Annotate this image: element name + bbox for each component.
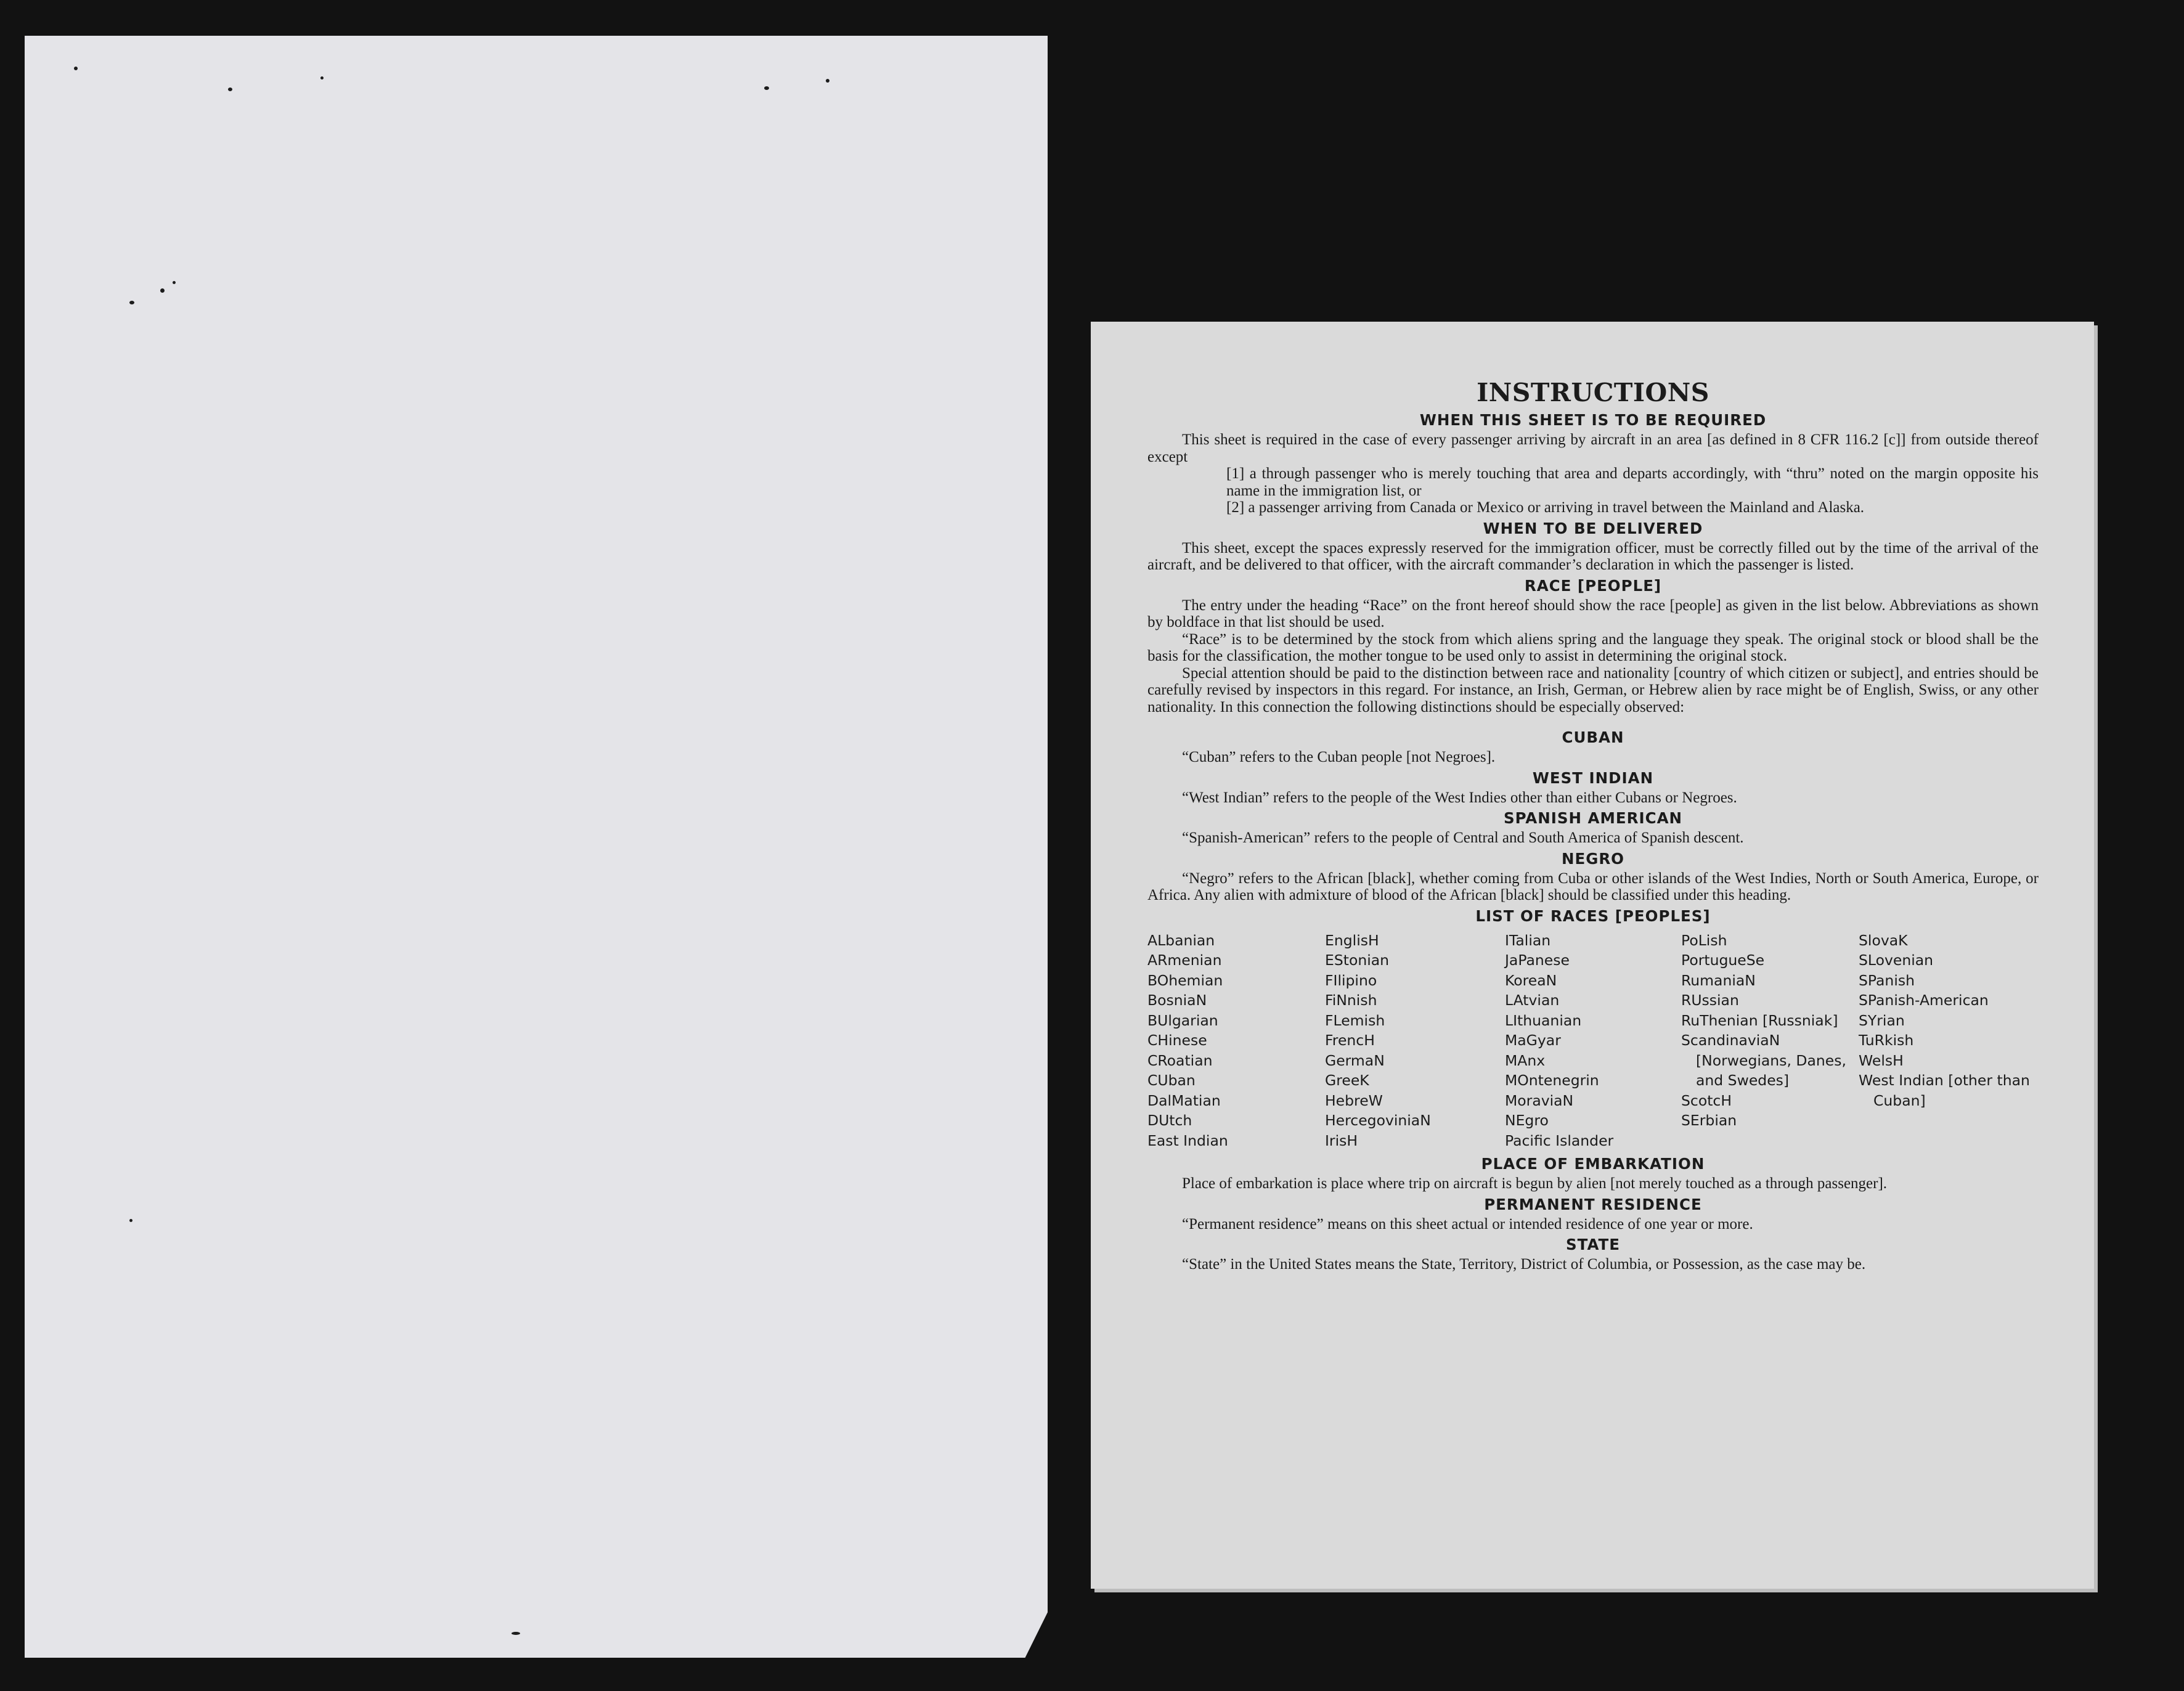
ink-speck xyxy=(764,86,769,90)
race-entry: ARmenian xyxy=(1147,951,1222,969)
race-entry: SYrian xyxy=(1859,1011,1905,1029)
race-column xyxy=(1147,931,1325,1151)
paragraph: “Race” is to be determined by the stock from which aliens spring and the language they speak. The original stock or blood shall be the basis for the classification, the mother tongue to be used only to assist in determining the original stock. xyxy=(1147,630,2039,664)
race-list xyxy=(1147,931,2039,1151)
paragraph: Special attention should be paid to the distinction between race and nationality [country of which citizen or subject], and entries should be carefully revised by inspectors in this regard. For instance, an Irish, German, or Hebrew alien by race might be of English, Swiss, or any other nationality. In this connection the following distinctions should be especially observed: xyxy=(1147,664,2039,715)
ink-speck xyxy=(129,1219,132,1222)
race-entry: MaGyar xyxy=(1505,1032,1561,1049)
race-entry: DUtch xyxy=(1147,1112,1192,1129)
section-heading-west-indian: WEST INDIAN xyxy=(1532,768,1654,787)
exception-item: [2] a passenger arriving from Canada or Mexico or arriving in travel between the Mainland and Alaska. xyxy=(1226,499,1865,516)
section-heading-delivered: WHEN TO BE DELIVERED xyxy=(1483,519,1703,537)
paragraph: “Permanent residence” means on this sheet actual or intended residence of one year or more. xyxy=(1182,1215,1753,1233)
ink-speck xyxy=(511,1632,520,1635)
paragraph: “Spanish-American” refers to the people of Central and South America of Spanish descent. xyxy=(1182,829,1744,846)
instruction-sheet xyxy=(1091,322,2094,1589)
exception-list xyxy=(1147,465,2039,516)
race-entry: West Indian [other than Cuban] xyxy=(1859,1072,2030,1109)
section-heading-spanish-american: SPANISH AMERICAN xyxy=(1503,809,1683,827)
section-heading-required: WHEN THIS SHEET IS TO BE REQUIRED xyxy=(1419,411,1767,429)
race-entry: RUssian xyxy=(1681,992,1739,1009)
race-entry: LIthuanian xyxy=(1505,1011,1582,1029)
instructions-content xyxy=(1147,377,2039,1273)
race-entry: ITalian xyxy=(1505,931,1551,949)
race-entry: NEgro xyxy=(1505,1112,1549,1129)
race-entry: EStonian xyxy=(1325,951,1390,969)
blank-page xyxy=(25,36,1048,1658)
paragraph: The entry under the heading “Race” on the front hereof should show the race [people] as given in the list below. Abbreviations as shown by boldface in that list should be used. xyxy=(1147,597,2039,630)
race-entry: MoraviaN xyxy=(1505,1091,1574,1109)
race-entry: FrencH xyxy=(1325,1032,1375,1049)
ink-speck xyxy=(129,301,134,304)
race-entry: ScandinaviaN [Norwegians, Danes, and Swedes] xyxy=(1681,1032,1846,1089)
race-entry: SErbian xyxy=(1681,1112,1737,1129)
race-entry: SLovenian xyxy=(1859,951,1934,969)
race-entry: East Indian xyxy=(1147,1131,1228,1149)
race-entry: ScotcH xyxy=(1681,1091,1732,1109)
race-entry: IrisH xyxy=(1325,1131,1358,1149)
paragraph: “Negro” refers to the African [black], whether coming from Cuba or other islands of the West Indies, North or South America, Europe, or Africa. Any alien with admixture of blood of the African [black] should be classified under this heading. xyxy=(1147,870,2039,903)
race-entry: SPanish-American xyxy=(1859,992,1989,1009)
paragraph: “West Indian” refers to the people of the West Indies other than either Cubans or Negroes. xyxy=(1182,789,1737,806)
race-column xyxy=(1681,931,1859,1151)
race-entry: BOhemian xyxy=(1147,971,1223,989)
race-entry: BosniaN xyxy=(1147,992,1207,1009)
ink-speck xyxy=(74,67,78,70)
race-entry: HercegoviniaN xyxy=(1325,1112,1431,1129)
race-entry: FiNnish xyxy=(1325,992,1377,1009)
race-entry: FLemish xyxy=(1325,1011,1385,1029)
race-entry: JaPanese xyxy=(1505,951,1570,969)
race-entry: DalMatian xyxy=(1147,1091,1221,1109)
race-entry: HebreW xyxy=(1325,1091,1383,1109)
race-entry: RuThenian [Russniak] xyxy=(1681,1011,1838,1029)
race-entry: GreeK xyxy=(1325,1072,1369,1089)
race-entry: CUban xyxy=(1147,1072,1196,1089)
paragraph: Place of embarkation is place where trip on aircraft is begun by alien [not merely touched as a through passenger]. xyxy=(1182,1175,1888,1192)
race-entry: Pacific Islander xyxy=(1505,1131,1614,1149)
paragraph: This sheet is required in the case of every passenger arriving by aircraft in an area [as defined in 8 CFR 116.2 [c]] from outside thereof except xyxy=(1147,431,2039,465)
race-entry: FIlipino xyxy=(1325,971,1377,989)
ink-speck xyxy=(228,88,232,91)
race-entry: PoLish xyxy=(1681,931,1727,949)
race-entry: GermaN xyxy=(1325,1051,1385,1069)
race-entry: WelsH xyxy=(1859,1051,1904,1069)
ink-speck xyxy=(320,76,324,79)
section-heading-cuban: CUBAN xyxy=(1562,728,1624,746)
race-entry: TuRkish xyxy=(1859,1032,1914,1049)
race-entry: ALbanian xyxy=(1147,931,1215,949)
section-heading-race: RACE [PEOPLE] xyxy=(1524,576,1662,595)
race-column xyxy=(1325,931,1505,1151)
race-entry: LAtvian xyxy=(1505,992,1560,1009)
race-entry: CRoatian xyxy=(1147,1051,1213,1069)
race-column xyxy=(1859,931,2039,1151)
section-heading-list-of-races: LIST OF RACES [PEOPLES] xyxy=(1475,907,1711,925)
ink-speck xyxy=(160,288,165,293)
document-title: INSTRUCTIONS xyxy=(1477,378,1709,407)
race-column xyxy=(1505,931,1681,1151)
exception-item: [1] a through passenger who is merely touching that area and departs accordingly, with “thru” noted on the margin opposite his name in the immigration list, or xyxy=(1226,465,2039,499)
race-entry: CHinese xyxy=(1147,1032,1207,1049)
race-entry: KoreaN xyxy=(1505,971,1557,989)
race-entry: SlovaK xyxy=(1859,931,1908,949)
section-heading-permanent-residence: PERMANENT RESIDENCE xyxy=(1484,1195,1702,1213)
paragraph: This sheet, except the spaces expressly reserved for the immigration officer, must be correctly filled out by the time of the arrival of the aircraft, and be delivered to that officer, with the aircraft commander’s declaration in which the passenger is listed. xyxy=(1147,539,2039,573)
section-heading-negro: NEGRO xyxy=(1561,849,1625,868)
race-entry: EnglisH xyxy=(1325,931,1379,949)
race-entry: RumaniaN xyxy=(1681,971,1756,989)
paragraph: “State” in the United States means the State, Territory, District of Columbia, or Possession, as the case may be. xyxy=(1182,1256,1866,1273)
race-entry: MAnx xyxy=(1505,1051,1546,1069)
section-heading-embarkation: PLACE OF EMBARKATION xyxy=(1481,1155,1705,1173)
race-entry: BUlgarian xyxy=(1147,1011,1218,1029)
race-entry: PortugueSe xyxy=(1681,951,1765,969)
ink-speck xyxy=(173,281,176,284)
race-entry: MOntenegrin xyxy=(1505,1072,1599,1089)
paragraph: “Cuban” refers to the Cuban people [not Negroes]. xyxy=(1182,749,1496,765)
ink-speck xyxy=(826,79,829,83)
section-heading-state: STATE xyxy=(1566,1236,1620,1253)
race-entry: SPanish xyxy=(1859,971,1915,989)
